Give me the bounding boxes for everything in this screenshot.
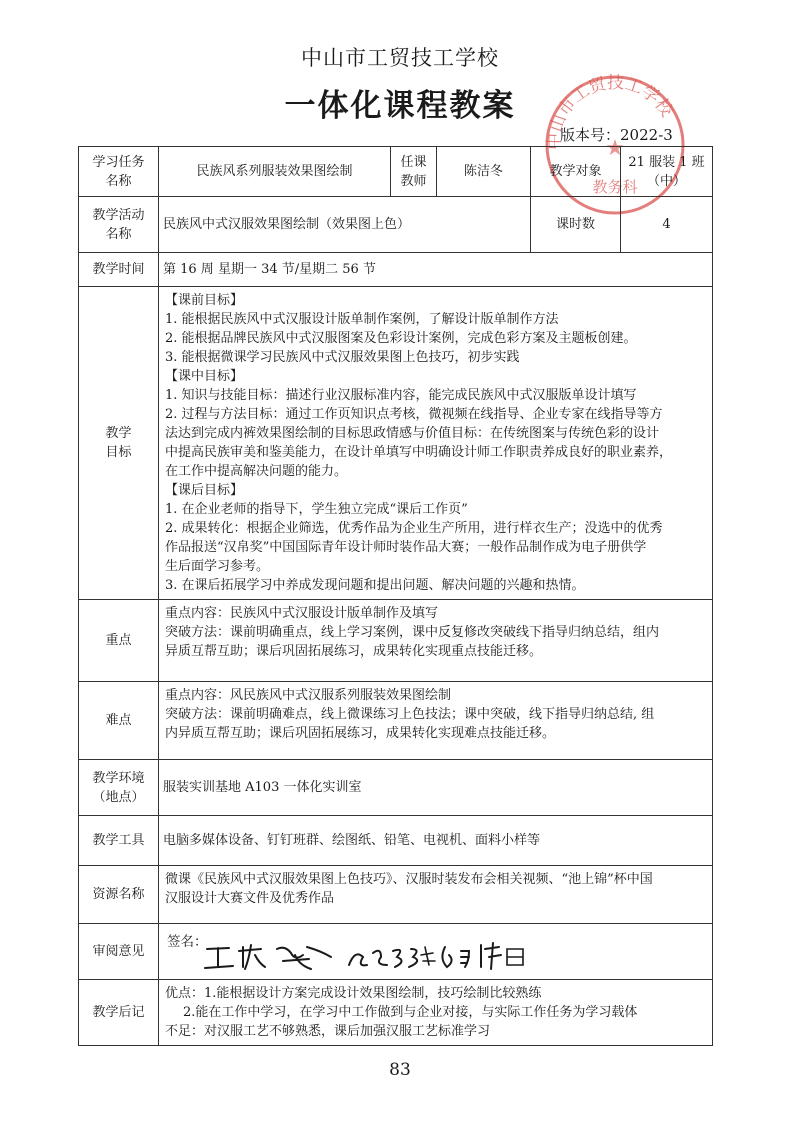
- svg-text:中山市工贸技工学校: 中山市工贸技工学校: [544, 73, 677, 151]
- goals-line: 【课中目标】: [165, 369, 244, 384]
- handwritten-signature: [199, 935, 529, 975]
- goals-line: 2. 成果转化：根据企业筛选，优秀作品为企业生产所用，进行样衣生产；没选中的优秀: [165, 521, 663, 536]
- key-line: 突破方法：课前明确重点，线上学习案例，课中反复修改突破线下指导归纳总结，组内: [165, 625, 660, 640]
- goals-line: 1. 在企业老师的指导下，学生独立完成“课后工作页”: [165, 502, 468, 517]
- teacher-value: 陈洁冬: [437, 147, 531, 197]
- row-goals: [79, 287, 713, 600]
- key-label: 重点: [79, 600, 159, 682]
- goals-line: 1. 能根据民族风中式汉服设计版单制作案例，了解设计版单制作方法: [165, 312, 559, 327]
- task-label: 学习任务 名称: [79, 147, 159, 197]
- key-line: 异质互帮互助；课后巩固拓展练习，成果转化实现重点技能迁移。: [165, 644, 543, 659]
- teacher-label: 任课 教师: [391, 147, 437, 197]
- sign-label: 签名：: [167, 933, 208, 950]
- row-reflection: [79, 980, 713, 1046]
- difficulty-line: 突破方法：课前明确难点，线上微课练习上色技法；课中突破，线下指导归纳总结, 组: [165, 707, 655, 722]
- goals-line: 3. 在课后拓展学习中养成发现问题和提出问题、解决问题的兴趣和热情。: [165, 578, 585, 593]
- env-value: 服装实训基地 A103 一体化实训室: [159, 760, 713, 816]
- resources-line: 微课《民族风中式汉服效果图上色技巧》、汉服时装发布会相关视频、“池上锦”杯中国: [165, 872, 653, 887]
- svg-text:★: ★: [605, 136, 625, 161]
- task-value: 民族风系列服装效果图绘制: [159, 147, 391, 197]
- hours-value: 4: [621, 197, 713, 253]
- goals-line: 3. 能根据微课学习民族风中式汉服效果图上色技巧，初步实践: [165, 350, 520, 365]
- version-label: 版本号：: [560, 126, 621, 144]
- row-resources: [79, 866, 713, 924]
- key-content: [159, 600, 713, 682]
- row-review: [79, 924, 713, 980]
- goals-content: [159, 287, 713, 600]
- tools-value: 电脑多媒体设备、钉钉班群、绘图纸、铅笔、电视机、面料小样等: [159, 816, 713, 866]
- reflection-label: 教学后记: [79, 980, 159, 1046]
- key-line: 重点内容：民族风中式汉服设计版单制作及填写: [165, 606, 439, 621]
- row-time: [79, 253, 713, 287]
- resources-line: 汉服设计大赛文件及优秀作品: [165, 891, 335, 906]
- document-title: 一体化课程教案: [284, 88, 516, 124]
- row-task: [79, 147, 713, 197]
- signature-area: [159, 929, 712, 975]
- reflection-line: 2.能在工作中学习，在学习中工作做到与企业对接，与实际工作任务为学习载体: [183, 1005, 638, 1020]
- row-activity: [79, 197, 713, 253]
- resources-label: 资源名称: [79, 866, 159, 924]
- time-value: 第 16 周 星期一 34 节/星期二 56 节: [159, 253, 713, 287]
- row-key-points: [79, 600, 713, 682]
- reflection-content: [159, 980, 713, 1046]
- difficulty-line: 重点内容：风民族风中式汉服系列服装效果图绘制: [165, 688, 452, 703]
- row-difficulty: [79, 682, 713, 760]
- goals-line: 法达到完成内裤效果图绘制的目标思政情感与价值目标：在传统图案与传统色彩的设计: [165, 426, 660, 441]
- row-tools: [79, 816, 713, 866]
- target-label: 教学对象: [531, 147, 621, 197]
- goals-line: 1. 知识与技能目标：描述行业汉服标准内容，能完成民族风中式汉服版单设计填写: [165, 388, 637, 403]
- tools-label: 教学工具: [79, 816, 159, 866]
- resources-content: [159, 866, 713, 924]
- goals-line: 作品报送“汉帛奖”中国国际青年设计师时装作品大赛；一般作品制作成为电子册供学: [165, 540, 647, 555]
- reflection-line: 不足：对汉服工艺不够熟悉，课后加强汉服工艺标准学习: [165, 1024, 491, 1039]
- hours-label: 课时数: [531, 197, 621, 253]
- goals-line: 生后面学习参考。: [165, 559, 270, 574]
- row-environment: [79, 760, 713, 816]
- goals-line: 在工作中提高解决问题的能力。: [165, 464, 348, 479]
- difficulty-line: 内异质互帮互助；课后巩固拓展练习，成果转化实现难点技能迁移。: [165, 726, 556, 741]
- difficulty-label: 难点: [79, 682, 159, 760]
- activity-value: 民族风中式汉服效果图绘制（效果图上色）: [159, 197, 531, 253]
- version-value: 2022-3: [620, 126, 673, 144]
- time-label: 教学时间: [79, 253, 159, 287]
- page-number: 83: [389, 1060, 411, 1080]
- activity-label: 教学活动 名称: [79, 197, 159, 253]
- review-content: [159, 924, 713, 980]
- env-label: 教学环境 （地点）: [79, 760, 159, 816]
- goals-label: 教学 目标: [79, 287, 159, 600]
- target-value: 21 服装 1 班 （中）: [621, 147, 713, 197]
- goals-line: 【课后目标】: [165, 483, 244, 498]
- reflection-line: 优点：1.能根据设计方案完成设计效果图绘制，技巧绘制比较熟练: [165, 986, 542, 1001]
- goals-line: 中提高民族审美和鉴美能力，在设计单填写中明确设计师工作职责养成良好的职业素养，: [165, 445, 673, 460]
- difficulty-content: [159, 682, 713, 760]
- goals-line: 2. 能根据品牌民族风中式汉服图案及色彩设计案例，完成色彩方案及主题板创建。: [165, 331, 637, 346]
- goals-line: 【课前目标】: [165, 293, 244, 308]
- lesson-plan-table: [78, 146, 713, 1046]
- svg-text:教务科: 教务科: [592, 178, 638, 196]
- goals-line: 2. 过程与方法目标：通过工作页知识点考核，微视频在线指导、企业专家在线指导等方: [165, 407, 663, 422]
- school-name: 中山市工贸技工学校: [301, 46, 499, 70]
- review-label: 审阅意见: [79, 924, 159, 980]
